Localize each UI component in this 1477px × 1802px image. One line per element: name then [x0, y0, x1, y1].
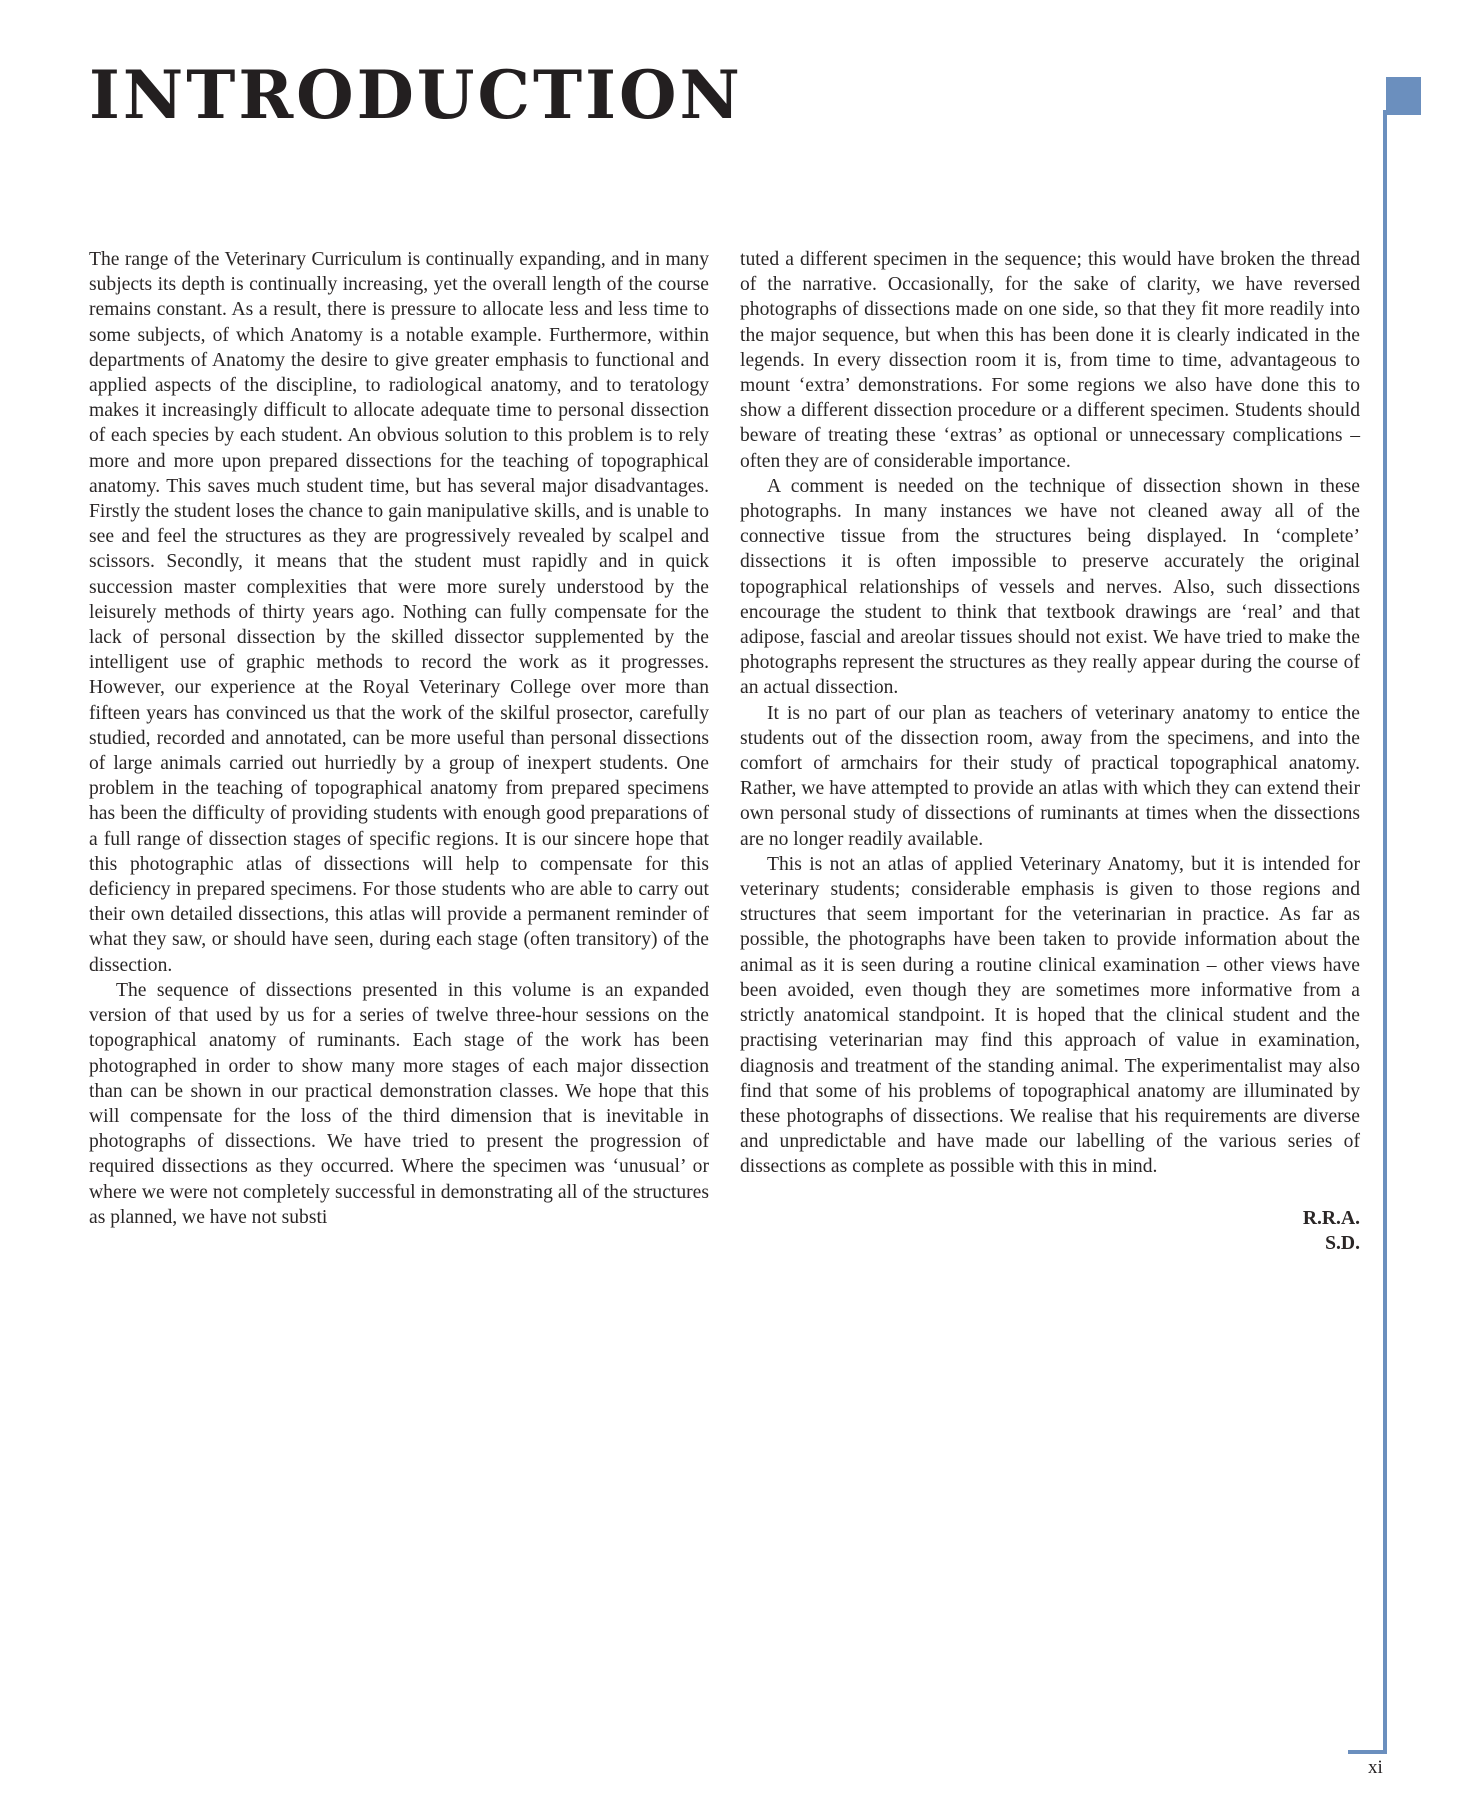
page-number: xi — [1368, 1757, 1383, 1778]
author-initials — [740, 1206, 1360, 1256]
chapter-tab-marker — [1386, 77, 1421, 115]
author-initials-2: S.D. — [1325, 1232, 1360, 1254]
paragraph-left-1: The range of the Veterinary Curriculum is continually expanding, and in many subjects its depth is continually increasing, yet the overall length of the course remains constant. As a result, there is pressure to allocate less and less time to some subjects, of which Anatomy is a notable example. Furthermore, within departments of Anatomy the desire to give greater emphasis to functional and applied aspects of the discipline, to radiological anatomy, and to teratology makes it increasingly difficult to allocate adequate time to personal dissection of each species by each student. An obvious solution to this problem is to rely more and more upon prepared dissections for the teaching of topographical anatomy. This saves much student time, but has several major disadvantages. Firstly the student loses the chance to gain manipulative skills, and is unable to see and feel the structures as they are progressively revealed by scalpel and scissors. Secondly, it means that the student must rapidly and in quick succession master complexities that were more surely understood by the leisurely methods of thirty years ago. Nothing can fully compensate for the lack of personal dissection by the skilled dissector supplemented by the intelligent use of graphic methods to record the work as it progresses. However, our experience at the Royal Veterinary College over more than fifteen years has convinced us that the work of the skilful prosector, carefully studied, recorded and annotated, can be more useful than personal dissections of large animals carried out hurriedly by a group of inexpert students. One problem in the teaching of topographical anatomy from prepared specimens has been the difficulty of providing students with enough good preparations of a full range of dissection stages of specific regions. It is our sincere hope that this photographic atlas of dissections will help to compensate for this deficiency in prepared specimens. For those students who are able to carry out their own detailed dissections, this atlas will provide a permanent reminder of what they saw, or should have seen, during each stage (often transitory) of the dissection. — [89, 249, 709, 976]
margin-rule-vertical — [1383, 110, 1387, 1754]
right-column — [740, 247, 1360, 1256]
author-initials-1: R.R.A. — [1302, 1207, 1360, 1229]
margin-rule-horizontal — [1348, 1750, 1387, 1754]
left-column — [89, 247, 709, 1230]
paragraph-left-2: The sequence of dissections presented in this volume is an expanded version of that used by us for a series of twelve three-hour sessions on the topographical anatomy of ruminants. Each stage of the work has been photographed in order to show many more stages of each major dissection than can be shown in our practical demonstration classes. We hope that this will compensate for the loss of the third dimension that is inevitable in photographs of dissections. We have tried to present the progression of required dissections as they occurred. Where the specimen was ‘unusual’ or where we were not completely successful in demonstrating all of the structures as planned, we have not substi — [89, 979, 709, 1228]
paragraph-right-2: A comment is needed on the technique of dissection shown in these photographs. In many instances we have not cleaned away all of the connective tissue from the structures being displayed. In ‘complete’ dissections it is often impossible to preserve accurately the original topographical relationships of vessels and nerves. Also, such dissections encourage the student to think that textbook drawings are ‘real’ and that adipose, fascial and areolar tissues should not exist. We have tried to make the photographs represent the structures as they really appear during the course of an actual dissection. — [740, 475, 1360, 699]
page-title: INTRODUCTION — [89, 56, 743, 134]
paragraph-right-1: tuted a different specimen in the sequence; this would have broken the thread of the narrative. Occasionally, for the sake of clarity, we have reversed photographs of dissections made on one side, so that they fit more readily into the major sequence, but when this has been done it is clearly indicated in the legends. In every dissection room it is, from time to time, advantageous to mount ‘extra’ demonstrations. For some regions we also have done this to show a different dissection procedure or a different specimen. Students should beware of treating these ‘extras’ as optional or unnecessary complications – often they are of considerable importance. — [740, 249, 1360, 472]
paragraph-right-4: This is not an atlas of applied Veterinary Anatomy, but it is intended for veterinary students; considerable emphasis is given to those regions and structures that seem important for the veterinarian in practice. As far as possible, the photographs have been taken to provide information about the animal as it is seen during a routine clinical examination – other views have been avoided, even though they are sometimes more informative from a strictly anatomical standpoint. It is hoped that the clinical student and the practising veterinarian may find this approach of value in examination, diagnosis and treatment of the standing animal. The experimentalist may also find that some of his problems of topographical anatomy are illuminated by these photographs of dissections. We realise that his requirements are diverse and unpredictable and have made our labelling of the various series of dissections as complete as possible with this in mind. — [740, 853, 1360, 1178]
paragraph-right-3: It is no part of our plan as teachers of veterinary anatomy to entice the students out of the dissection room, away from the specimens, and into the comfort of armchairs for their study of practical topographical anatomy. Rather, we have attempted to provide an atlas with which they can extend their own personal study of dissections of ruminants at times when the dissections are no longer readily available. — [740, 702, 1360, 850]
